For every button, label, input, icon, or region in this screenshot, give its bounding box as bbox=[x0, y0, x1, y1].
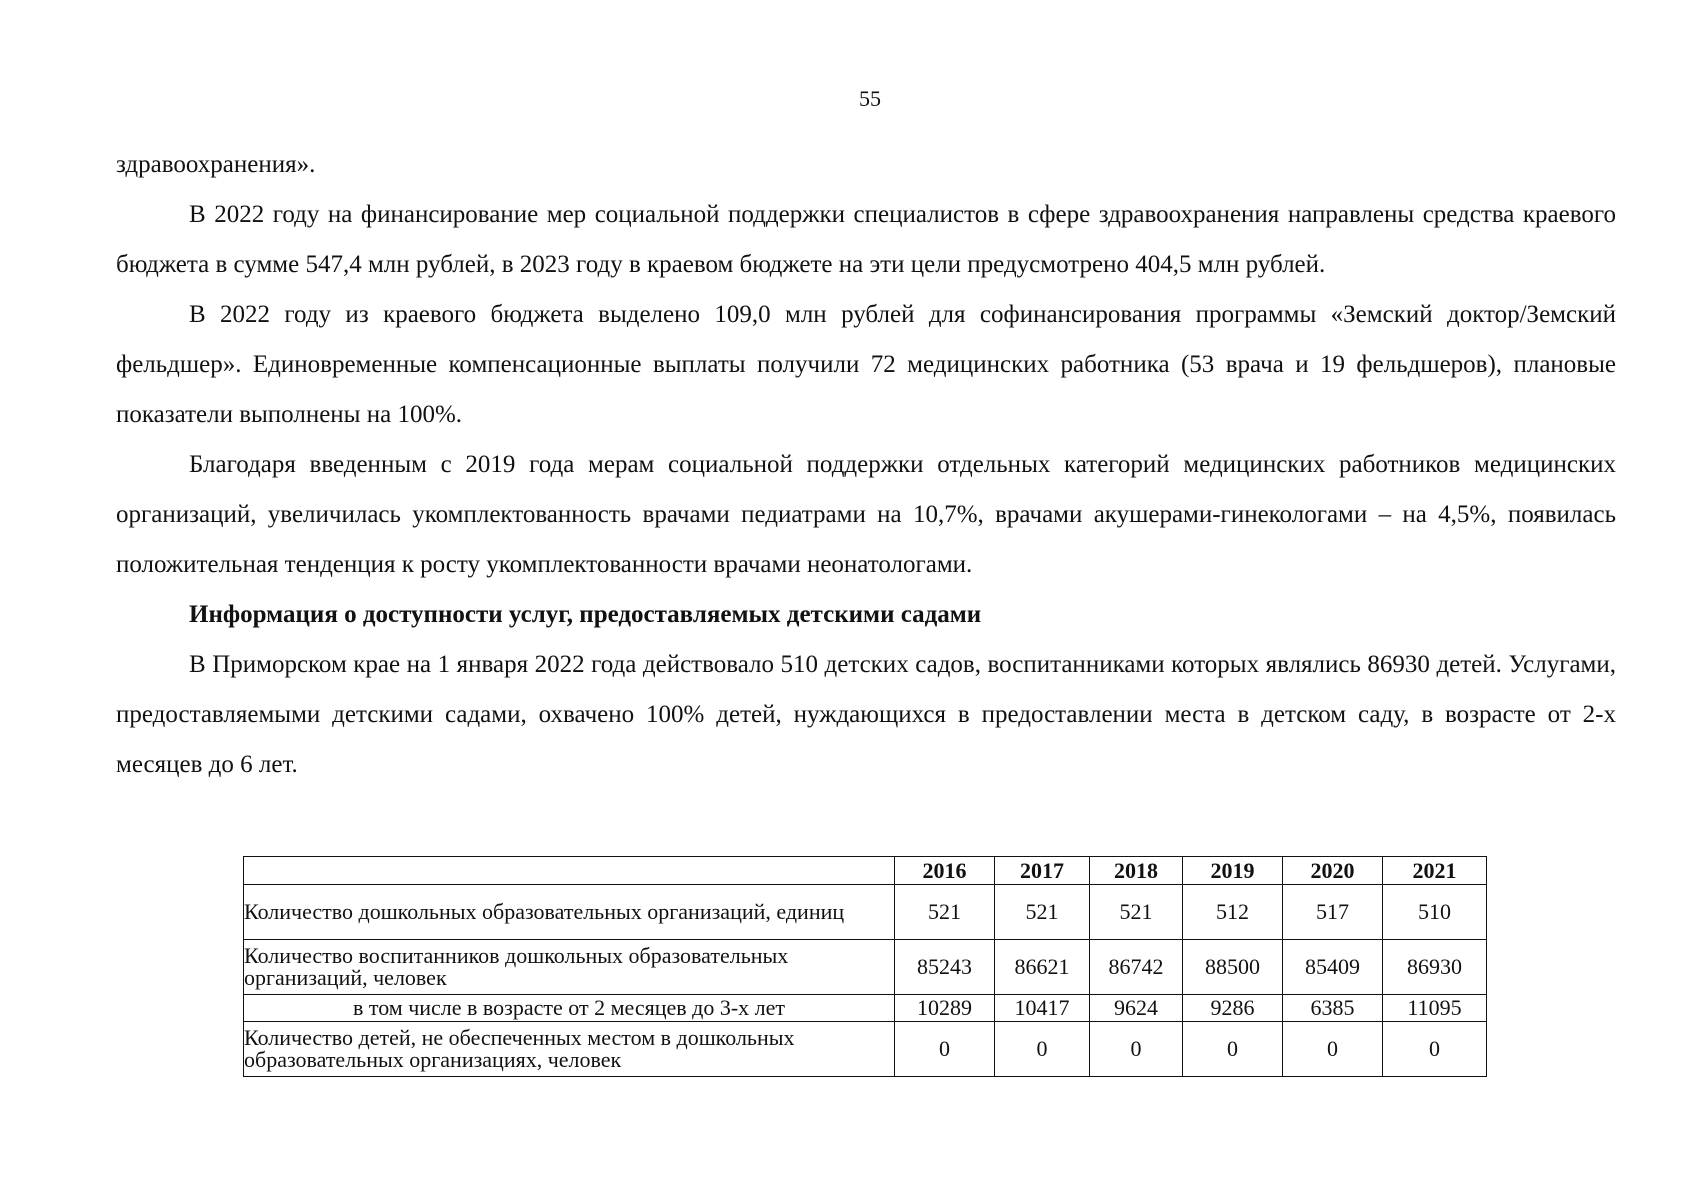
paragraph-zemsky: В 2022 году из краевого бюджета выделено 109,0 млн рублей для софинансирования программы «Земский доктор/Земский фельдшер». Единовременные компенсационные выплаты получили 72 медицинских работника (53 врача и 19 фельдшеров), плановые показатели выполнены на 100%. bbox=[116, 301, 1616, 428]
document-body bbox=[116, 140, 1616, 790]
table-cell: 0 bbox=[895, 1022, 995, 1077]
table-cell: 88500 bbox=[1183, 940, 1283, 995]
table-cell: 0 bbox=[1183, 1022, 1283, 1077]
table-cell: 517 bbox=[1283, 885, 1383, 940]
table-row bbox=[244, 885, 1487, 940]
table-cell: 521 bbox=[995, 885, 1090, 940]
table-header-year: 2020 bbox=[1283, 857, 1383, 885]
table-cell: 0 bbox=[1383, 1022, 1487, 1077]
row-label: Количество дошкольных образовательных организаций, единиц bbox=[244, 885, 895, 940]
paragraph-continuation: здравоохранения». bbox=[116, 151, 316, 178]
table-cell: 0 bbox=[995, 1022, 1090, 1077]
table-row bbox=[244, 940, 1487, 995]
table-cell: 11095 bbox=[1383, 995, 1487, 1022]
table-cell: 9286 bbox=[1183, 995, 1283, 1022]
table-cell: 521 bbox=[1090, 885, 1183, 940]
table-cell: 9624 bbox=[1090, 995, 1183, 1022]
table-row bbox=[244, 1022, 1487, 1077]
row-label: Количество воспитанников дошкольных образовательных организаций, человек bbox=[244, 940, 895, 995]
table-cell: 86930 bbox=[1383, 940, 1487, 995]
table-cell: 6385 bbox=[1283, 995, 1383, 1022]
table-header-row bbox=[244, 857, 1487, 885]
table-cell: 0 bbox=[1283, 1022, 1383, 1077]
table-header-empty bbox=[244, 857, 895, 885]
row-label: в том числе в возрасте от 2 месяцев до 3-х лет bbox=[244, 995, 895, 1022]
row-label: Количество детей, не обеспеченных местом в дошкольных образовательных организациях, человек bbox=[244, 1022, 895, 1077]
table-cell: 521 bbox=[895, 885, 995, 940]
table-cell: 85243 bbox=[895, 940, 995, 995]
table-cell: 86621 bbox=[995, 940, 1090, 995]
paragraph-budget: В 2022 году на финансирование мер социальной поддержки специалистов в сфере здравоохранения направлены средства краевого бюджета в сумме 547,4 млн рублей, в 2023 году в краевом бюджете на эти цели предусмотрено 404,5 млн рублей. bbox=[116, 201, 1616, 278]
section-heading: Информация о доступности услуг, предоставляемых детскими садами bbox=[189, 601, 982, 628]
table-header-year: 2016 bbox=[895, 857, 995, 885]
table-cell: 512 bbox=[1183, 885, 1283, 940]
table-header-year: 2021 bbox=[1383, 857, 1487, 885]
table-cell: 85409 bbox=[1283, 940, 1383, 995]
page-number: 55 bbox=[859, 86, 881, 111]
table-cell: 10289 bbox=[895, 995, 995, 1022]
table-cell: 86742 bbox=[1090, 940, 1183, 995]
kindergarten-stats-table bbox=[243, 856, 1487, 1077]
table-row bbox=[244, 995, 1487, 1022]
table-cell: 0 bbox=[1090, 1022, 1183, 1077]
paragraph-kindergartens: В Приморском крае на 1 января 2022 года действовало 510 детских садов, воспитанниками которых являлись 86930 детей. Услугами, предоставляемыми детскими садами, охвачено 100% детей, нуждающихся в предоставлении места в детском саду, в возрасте от 2-х месяцев до 6 лет. bbox=[116, 651, 1616, 778]
paragraph-staffing: Благодаря введенным с 2019 года мерам социальной поддержки отдельных категорий медицинских работников медицинских организаций, увеличилась укомплектованность врачами педиатрами на 10,7%, врачами акушерами-гинекологами – на 4,5%, появилась положительная тенденция к росту укомплектованности врачами неонатологами. bbox=[116, 451, 1616, 578]
table-header-year: 2019 bbox=[1183, 857, 1283, 885]
table-header-year: 2018 bbox=[1090, 857, 1183, 885]
table-header-year: 2017 bbox=[995, 857, 1090, 885]
table-cell: 10417 bbox=[995, 995, 1090, 1022]
table-cell: 510 bbox=[1383, 885, 1487, 940]
